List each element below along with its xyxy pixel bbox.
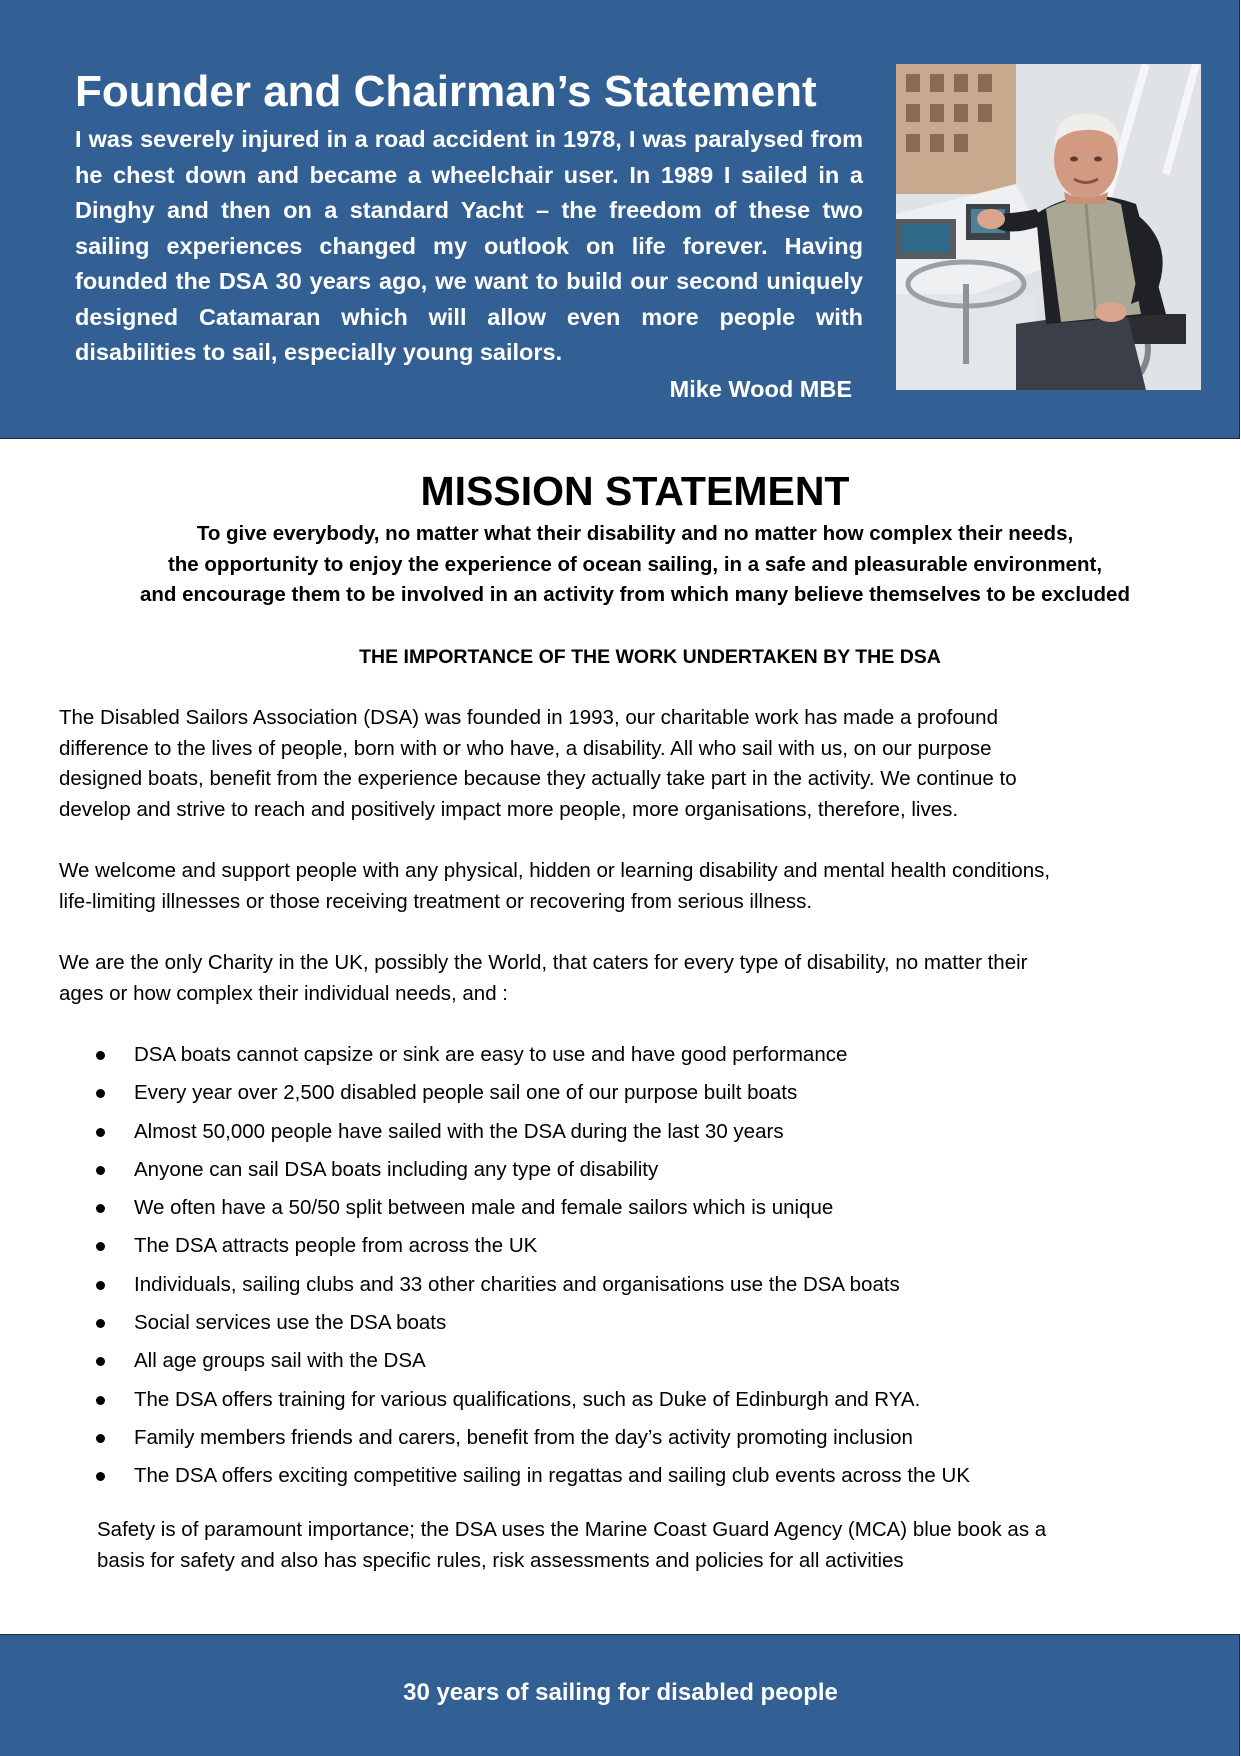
founder-photo <box>896 64 1201 390</box>
bullet-dot-icon <box>96 1166 105 1175</box>
mission-line: the opportunity to enjoy the experience of ocean sailing, in a safe and pleasurable environment, <box>167 552 1103 576</box>
bullet-dot-icon <box>96 1204 105 1213</box>
paragraph-line: designed boats, benefit from the experience because they actually take part in the activity. We continue to <box>59 767 1017 790</box>
paragraph-line: ages or how complex their individual needs, and : <box>59 981 508 1005</box>
facts-bullet-list <box>96 1036 1156 1496</box>
bullet-text: The DSA attracts people from across the UK <box>134 1234 538 1258</box>
footer-tagline: 30 years of sailing for disabled people <box>403 1679 838 1706</box>
bullet-text: Anyone can sail DSA boats including any type of disability <box>134 1157 659 1181</box>
bullet-text: Family members friends and carers, benefit from the day’s activity promoting inclusion <box>134 1425 913 1449</box>
bullet-dot-icon <box>96 1472 105 1481</box>
mission-statement-text <box>40 519 1230 611</box>
bullet-text: Every year over 2,500 disabled people sail one of our purpose built boats <box>134 1081 798 1105</box>
mission-statement-title: MISSION STATEMENT <box>420 468 850 514</box>
bullet-dot-icon <box>96 1051 105 1060</box>
bullet-dot-icon <box>96 1357 105 1366</box>
paragraph-line: We welcome and support people with any physical, hidden or learning disability and mental health conditions, <box>59 859 1051 882</box>
bullet-item <box>96 1266 1156 1304</box>
paragraph-line: develop and strive to reach and positively impact more people, more organisations, therefore, lives. <box>59 797 959 821</box>
bullet-item <box>96 1419 1156 1457</box>
footer-band <box>0 1634 1240 1756</box>
bullet-item <box>96 1036 1156 1074</box>
paragraph-line: The Disabled Sailors Association (DSA) was founded in 1993, our charitable work has made a profound <box>59 706 998 729</box>
bullet-text: All age groups sail with the DSA <box>134 1349 426 1373</box>
paragraph-line: Safety is of paramount importance; the DSA uses the Marine Coast Guard Agency (MCA) blue book as a <box>97 1518 1047 1541</box>
only-charity-paragraph <box>59 948 1184 1009</box>
founder-statement-title: Founder and Chairman’s Statement <box>75 67 817 116</box>
paragraph-line: life-limiting illnesses or those receiving treatment or recovering from serious illness. <box>59 889 813 913</box>
bullet-text: Almost 50,000 people have sailed with the DSA during the last 30 years <box>134 1119 784 1143</box>
founder-statement-band <box>0 0 1240 439</box>
bullet-item <box>96 1151 1156 1189</box>
bullet-text: Individuals, sailing clubs and 33 other charities and organisations use the DSA boats <box>134 1272 900 1296</box>
bullet-dot-icon <box>96 1434 105 1443</box>
bullet-text: The DSA offers training for various qualifications, such as Duke of Edinburgh and RYA. <box>134 1387 921 1411</box>
bullet-item <box>96 1074 1156 1112</box>
bullet-text: Social services use the DSA boats <box>134 1311 447 1335</box>
bullet-dot-icon <box>96 1281 105 1290</box>
bullet-item <box>96 1227 1156 1265</box>
mission-line: To give everybody, no matter what their disability and no matter how complex their needs, <box>196 522 1074 545</box>
bullet-dot-icon <box>96 1319 105 1328</box>
founder-signature: Mike Wood MBE <box>669 376 852 402</box>
mission-line: and encourage them to be involved in an activity from which many believe themselves to be excluded <box>140 583 1130 606</box>
paragraph-line: We are the only Charity in the UK, possibly the World, that caters for every type of disability, no matter their <box>59 951 1028 974</box>
bullet-item <box>96 1113 1156 1151</box>
support-paragraph <box>59 856 1184 917</box>
intro-paragraph <box>59 703 1184 825</box>
bullet-text: The DSA offers exciting competitive sailing in regattas and sailing club events across the UK <box>134 1464 970 1488</box>
bullet-dot-icon <box>96 1089 105 1098</box>
bullet-dot-icon <box>96 1242 105 1251</box>
founder-photo-image <box>896 64 1201 390</box>
bullet-item <box>96 1304 1156 1342</box>
bullet-item <box>96 1457 1156 1495</box>
bullet-text: We often have a 50/50 split between male and female sailors which is unique <box>134 1196 834 1220</box>
bullet-dot-icon <box>96 1396 105 1405</box>
paragraph-line: basis for safety and also has specific rules, risk assessments and policies for all activities <box>97 1548 904 1572</box>
bullet-item <box>96 1342 1156 1380</box>
safety-paragraph <box>97 1515 1197 1576</box>
bullet-item <box>96 1189 1156 1227</box>
importance-heading: THE IMPORTANCE OF THE WORK UNDERTAKEN BY THE DSA <box>359 646 941 668</box>
bullet-item <box>96 1381 1156 1419</box>
paragraph-line: difference to the lives of people, born with or who have, a disability. All who sail with us, on our purpose <box>59 736 992 760</box>
founder-statement-text: I was severely injured in a road accident in 1978, I was paralysed from he chest down and became a wheelchair user. In 1989 I sailed in a Dinghy and then on a standard Yacht – the freedom of these two sailing experiences changed my outlook on life forever. Having founded the DSA 30 years ago, we want to build our second uniquely designed Catamaran which will allow even more people with disabilities to sail, especially young sailors. <box>75 126 863 365</box>
bullet-text: DSA boats cannot capsize or sink are easy to use and have good performance <box>134 1043 848 1066</box>
bullet-dot-icon <box>96 1128 105 1137</box>
